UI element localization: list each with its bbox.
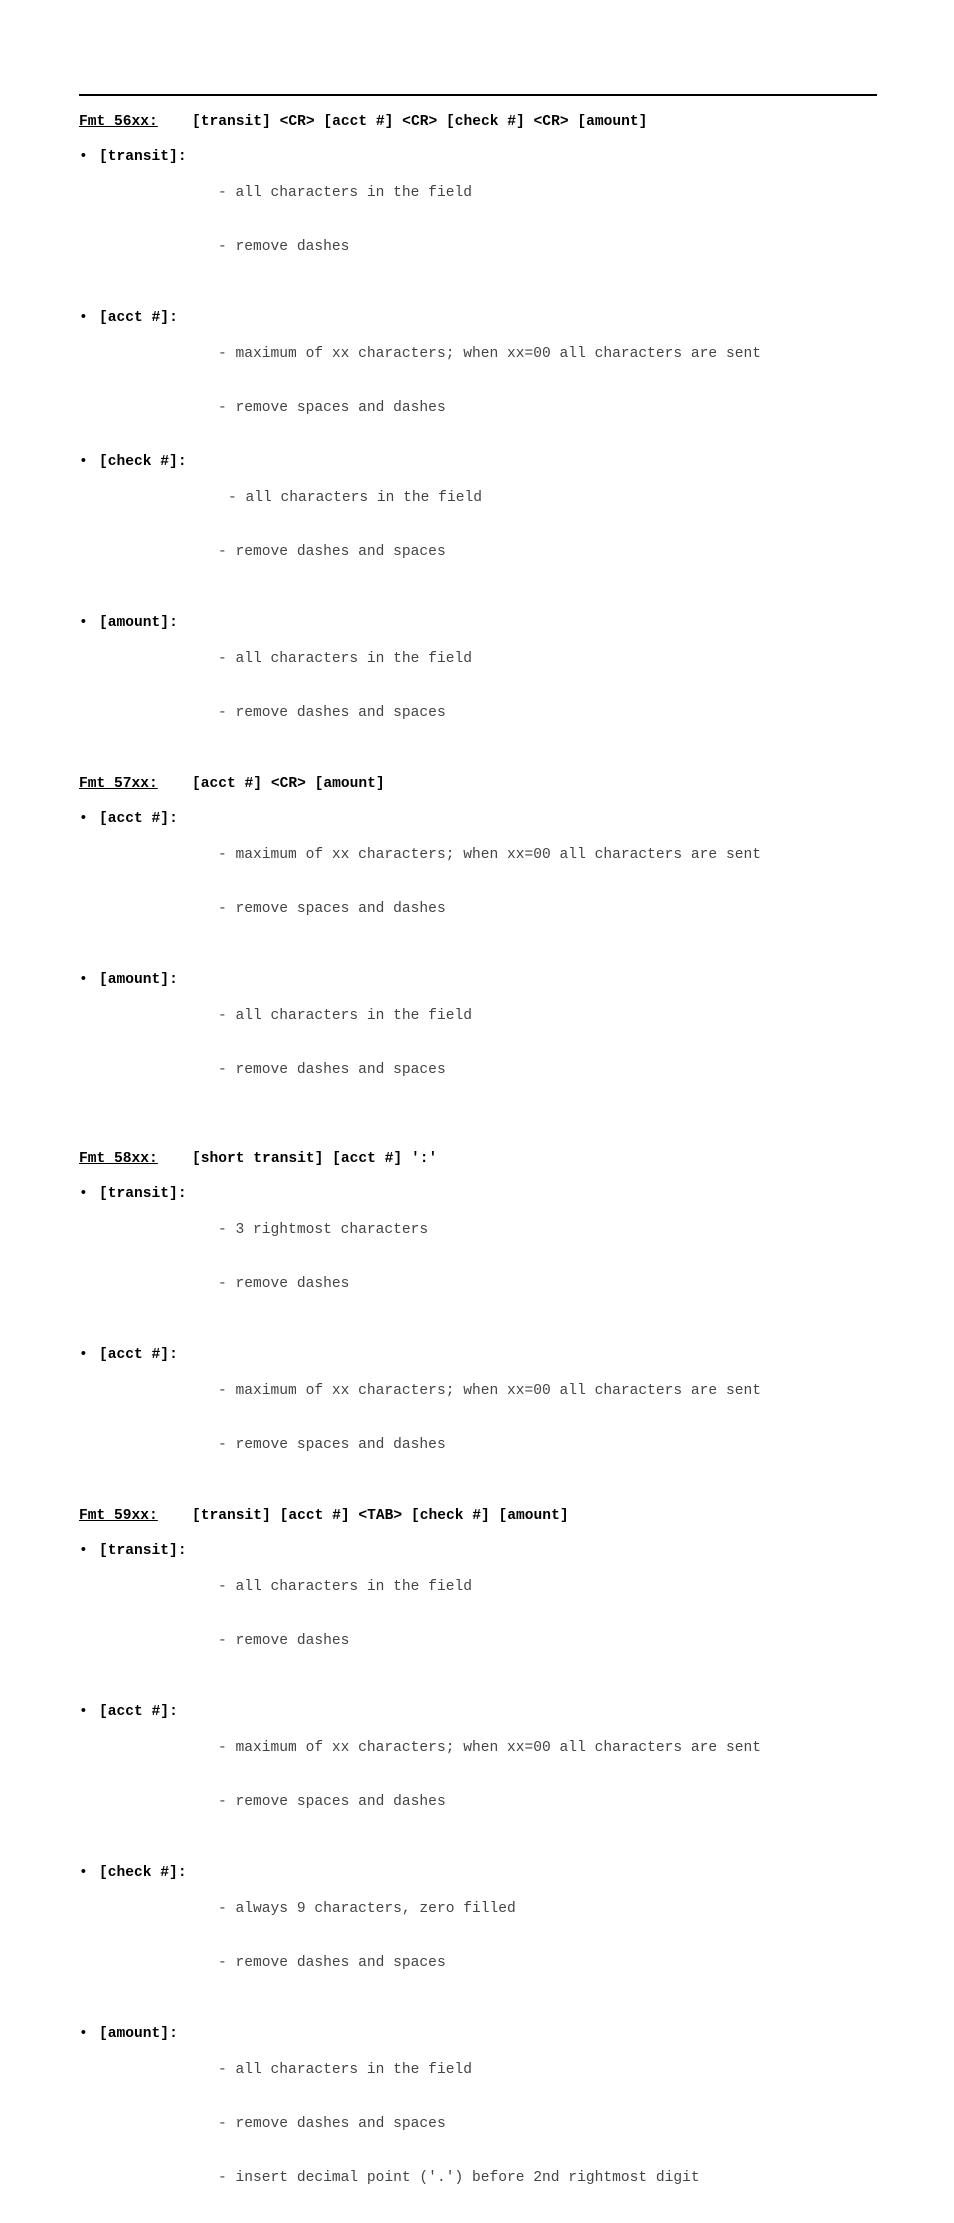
field-rule: - remove spaces and dashes bbox=[218, 1794, 446, 1810]
bullet: • bbox=[79, 615, 88, 631]
field-rule: - maximum of xx characters; when xx=00 all characters are sent bbox=[218, 346, 761, 362]
field-rule: - remove dashes and spaces bbox=[218, 1955, 446, 1971]
format-heading-59xx bbox=[79, 1507, 879, 1525]
bullet: • bbox=[79, 2026, 88, 2042]
field-rule: - 3 rightmost characters bbox=[218, 1222, 429, 1238]
bullet: • bbox=[79, 149, 88, 165]
format-spec: [transit] [acct #] <TAB> [check #] [amount] bbox=[192, 1508, 569, 1524]
field-rule: - remove dashes bbox=[218, 239, 350, 255]
field-name: [amount] bbox=[99, 972, 170, 988]
format-label: Fmt 59xx: bbox=[79, 1508, 158, 1524]
field-rule: - maximum of xx characters; when xx=00 all characters are sent bbox=[218, 1740, 761, 1756]
field-name: [transit] bbox=[99, 1543, 178, 1559]
field-rule: - remove spaces and dashes bbox=[218, 901, 446, 917]
field-entry-acct: • [acct #] : - maximum of xx characters; when xx=00 all characters are sent - remove spaces and dashes bbox=[79, 1347, 761, 1453]
bullet: • bbox=[79, 1186, 88, 1202]
bullet: • bbox=[79, 1704, 88, 1720]
field-name: [acct #] bbox=[99, 811, 170, 827]
bullet: • bbox=[79, 811, 88, 827]
field-rule: - remove spaces and dashes bbox=[218, 400, 446, 416]
field-rule: - remove dashes and spaces bbox=[218, 705, 446, 721]
field-rule: - maximum of xx characters; when xx=00 all characters are sent bbox=[218, 1383, 761, 1399]
field-rule: - remove dashes and spaces bbox=[218, 2116, 446, 2132]
field-entry-check: • [check #] : - always 9 characters, zero filled - remove dashes and spaces bbox=[79, 1865, 516, 1971]
format-spec: [acct #] <CR> [amount] bbox=[192, 776, 385, 792]
field-rule: - remove dashes and spaces bbox=[218, 544, 446, 560]
bullet: • bbox=[79, 1865, 88, 1881]
field-entry-check: • [check #] : - all characters in the field - remove dashes and spaces bbox=[79, 454, 482, 560]
field-rule: - remove dashes and spaces bbox=[218, 1062, 446, 1078]
field-entry-amount: • [amount] : - all characters in the field - remove dashes and spaces bbox=[79, 615, 472, 721]
field-name: [amount] bbox=[99, 2026, 170, 2042]
field-rule: - all characters in the field bbox=[218, 651, 472, 667]
field-rule: - maximum of xx characters; when xx=00 all characters are sent bbox=[218, 847, 761, 863]
field-name: [transit] bbox=[99, 149, 178, 165]
field-name: [acct #] bbox=[99, 310, 170, 326]
format-heading-57xx bbox=[79, 775, 879, 793]
bullet: • bbox=[79, 972, 88, 988]
field-entry-acct: • [acct #] : - maximum of xx characters; when xx=00 all characters are sent - remove spaces and dashes bbox=[79, 811, 761, 917]
field-rule: - remove spaces and dashes bbox=[218, 1437, 446, 1453]
field-rule: - remove dashes bbox=[218, 1633, 350, 1649]
field-entry-transit: • [transit] : - 3 rightmost characters - remove dashes bbox=[79, 1186, 429, 1292]
field-entry-amount: • [amount] : - all characters in the field - remove dashes and spaces bbox=[79, 972, 472, 1078]
field-entry-acct: • [acct #] : - maximum of xx characters; when xx=00 all characters are sent - remove spaces and dashes bbox=[79, 1704, 761, 1810]
field-entry-acct: • [acct #] : - maximum of xx characters; when xx=00 all characters are sent - remove spaces and dashes bbox=[79, 310, 761, 416]
format-label: Fmt 56xx: bbox=[79, 114, 158, 130]
field-rule: - all characters in the field bbox=[218, 1579, 472, 1595]
format-heading-56xx bbox=[79, 113, 879, 131]
field-entry-transit: • [transit] : - all characters in the field - remove dashes bbox=[79, 1543, 472, 1649]
bullet: • bbox=[79, 1543, 88, 1559]
format-spec: [transit] <CR> [acct #] <CR> [check #] <CR> [amount] bbox=[192, 114, 648, 130]
field-name: [amount] bbox=[99, 615, 170, 631]
field-rule: - all characters in the field bbox=[218, 2062, 472, 2078]
field-rule: - remove dashes bbox=[218, 1276, 350, 1292]
top-rule bbox=[79, 94, 877, 96]
bullet: • bbox=[79, 1347, 88, 1363]
field-name: [check #] bbox=[99, 454, 178, 470]
format-label: Fmt 57xx: bbox=[79, 776, 158, 792]
field-entry-transit: • [transit] : - all characters in the field - remove dashes bbox=[79, 149, 472, 255]
field-rule: - all characters in the field bbox=[218, 185, 472, 201]
field-rule: - always 9 characters, zero filled bbox=[218, 1901, 516, 1917]
bullet: • bbox=[79, 454, 88, 470]
field-name: [check #] bbox=[99, 1865, 178, 1881]
field-name: [transit] bbox=[99, 1186, 178, 1202]
format-label: Fmt 58xx: bbox=[79, 1151, 158, 1167]
format-spec: [short transit] [acct #] ':' bbox=[192, 1151, 438, 1167]
field-entry-amount: • [amount] : - all characters in the field - remove dashes and spaces - insert decimal point ('.') before 2nd rightmost digit bbox=[79, 2026, 700, 2186]
field-rule: - all characters in the field bbox=[228, 490, 482, 506]
bullet: • bbox=[79, 310, 88, 326]
field-name: [acct #] bbox=[99, 1347, 170, 1363]
field-rule: - insert decimal point ('.') before 2nd rightmost digit bbox=[218, 2170, 700, 2186]
field-name: [acct #] bbox=[99, 1704, 170, 1720]
document-body bbox=[79, 113, 879, 2223]
field-rule: - all characters in the field bbox=[218, 1008, 472, 1024]
format-heading-58xx bbox=[79, 1150, 879, 1168]
